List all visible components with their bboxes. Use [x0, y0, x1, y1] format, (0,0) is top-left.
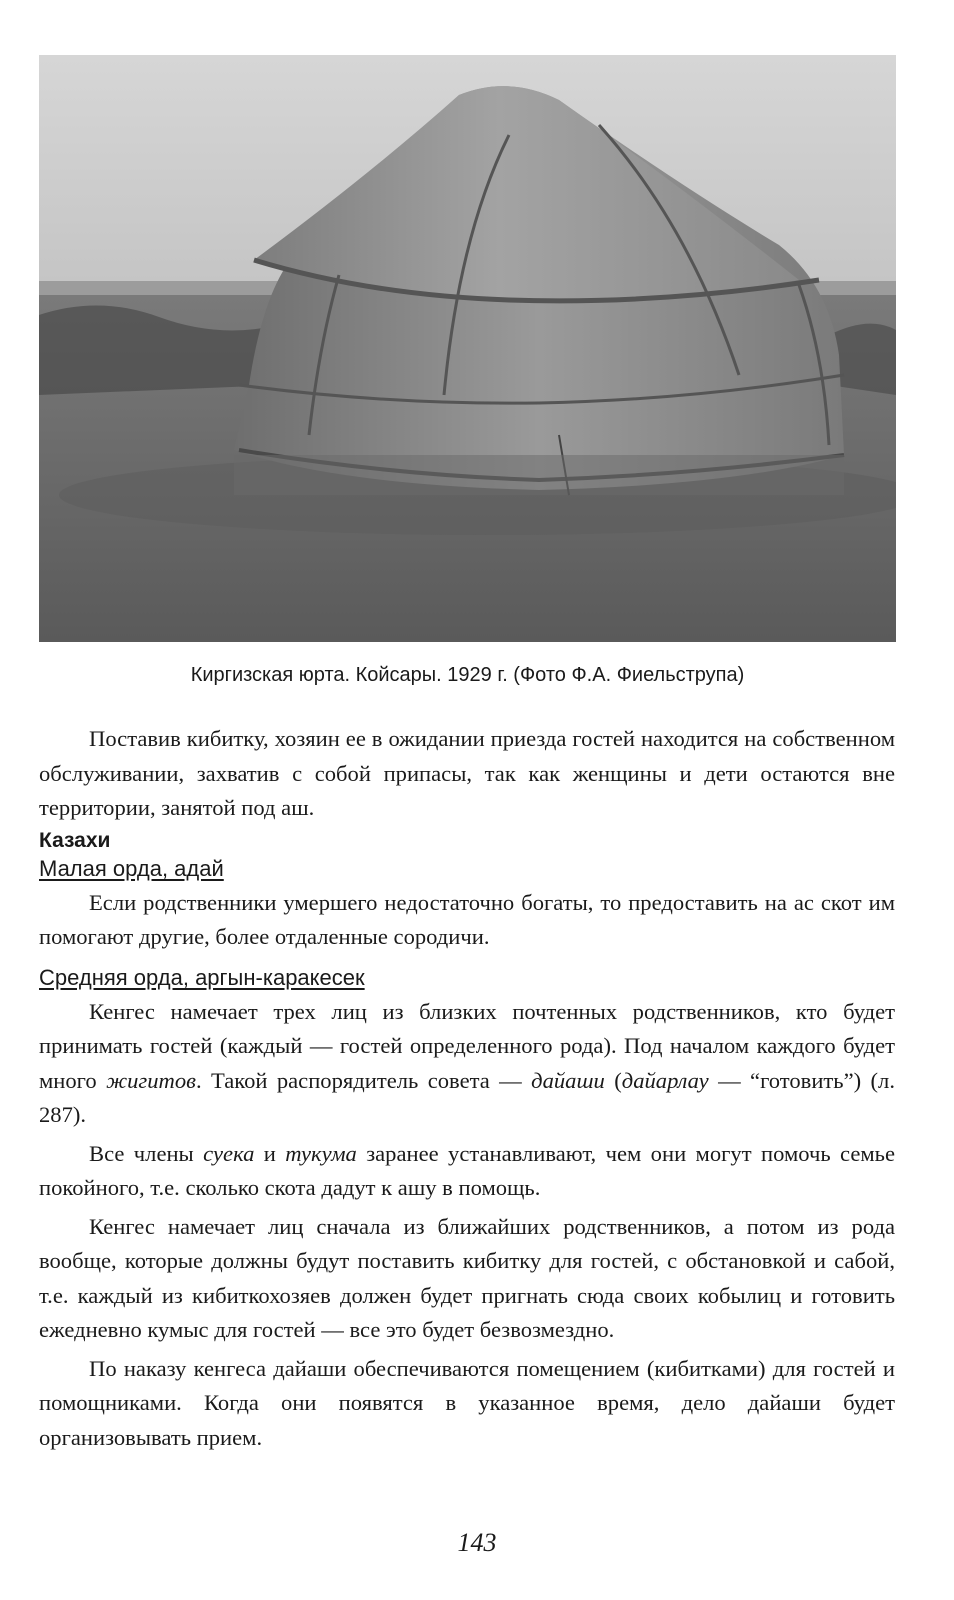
italic-term: тукума [285, 1140, 357, 1166]
paragraph [39, 995, 895, 1133]
text-run: Кенгес намечает трех лиц из близких почтенных родственников, кто будет принимать гостей (каждый — гостей определенного рода). Под началом каждого будет много [39, 998, 895, 1093]
section-heading: Казахи [39, 828, 111, 852]
text-run: и [254, 1140, 286, 1166]
italic-term: дайаши [531, 1067, 605, 1093]
text-run: заранее устанавливают, чем они могут помочь семье покойного, т.е. сколько скота дадут к ашу в помощь. [39, 1140, 895, 1200]
paragraph: Если родственники умершего недостаточно богаты, то предоставить на ас скот им помогают другие, более отдаленные сородичи. [39, 889, 895, 949]
text-run: ( [604, 1067, 622, 1093]
photo-caption: Киргизская юрта. Койсары. 1929 г. (Фото Ф.А. Фиельструпа) [190, 664, 745, 686]
text-run: Все члены [89, 1140, 204, 1166]
paragraph [39, 1137, 895, 1206]
yurt-photo [39, 55, 896, 642]
text-run: . Такой распорядитель совета — [195, 1067, 532, 1093]
page-number: 143 [457, 1528, 497, 1557]
paragraph: По наказу кенгеса дайаши обеспечиваются помещением (кибитками) для гостей и помощниками. Когда они появятся в указанное время, дело дайаши будет организовывать прием. [39, 1355, 895, 1450]
subsection-heading: Малая орда, адай [39, 855, 224, 881]
subsection-heading: Средняя орда, аргын-каракесек [39, 964, 365, 990]
body-text [39, 722, 895, 1455]
text-run: — “готовить”) (л. 287). [39, 1067, 895, 1127]
yurt-photo-drawing [39, 55, 896, 642]
italic-term: жигитов [106, 1067, 196, 1093]
paragraph: Поставив кибитку, хозяин ее в ожидании приезда гостей находится на собственном обслуживании, захватив с собой припасы, так как женщины и дети остаются вне территории, занятой под аш. [39, 726, 895, 820]
italic-term: дайарлау [621, 1067, 709, 1093]
paragraph: Кенгес намечает лиц сначала из ближайших родственников, а потом из рода вообще, которые должны будут поставить кибитку для гостей, с обстановкой и сабой, т.е. каждый из кибиткохозяев должен будет пригнать сюда своих кобылиц и готовить ежедневно кумыс для гостей — все это будет безвозмездно. [39, 1213, 895, 1342]
italic-term: суека [203, 1140, 255, 1166]
